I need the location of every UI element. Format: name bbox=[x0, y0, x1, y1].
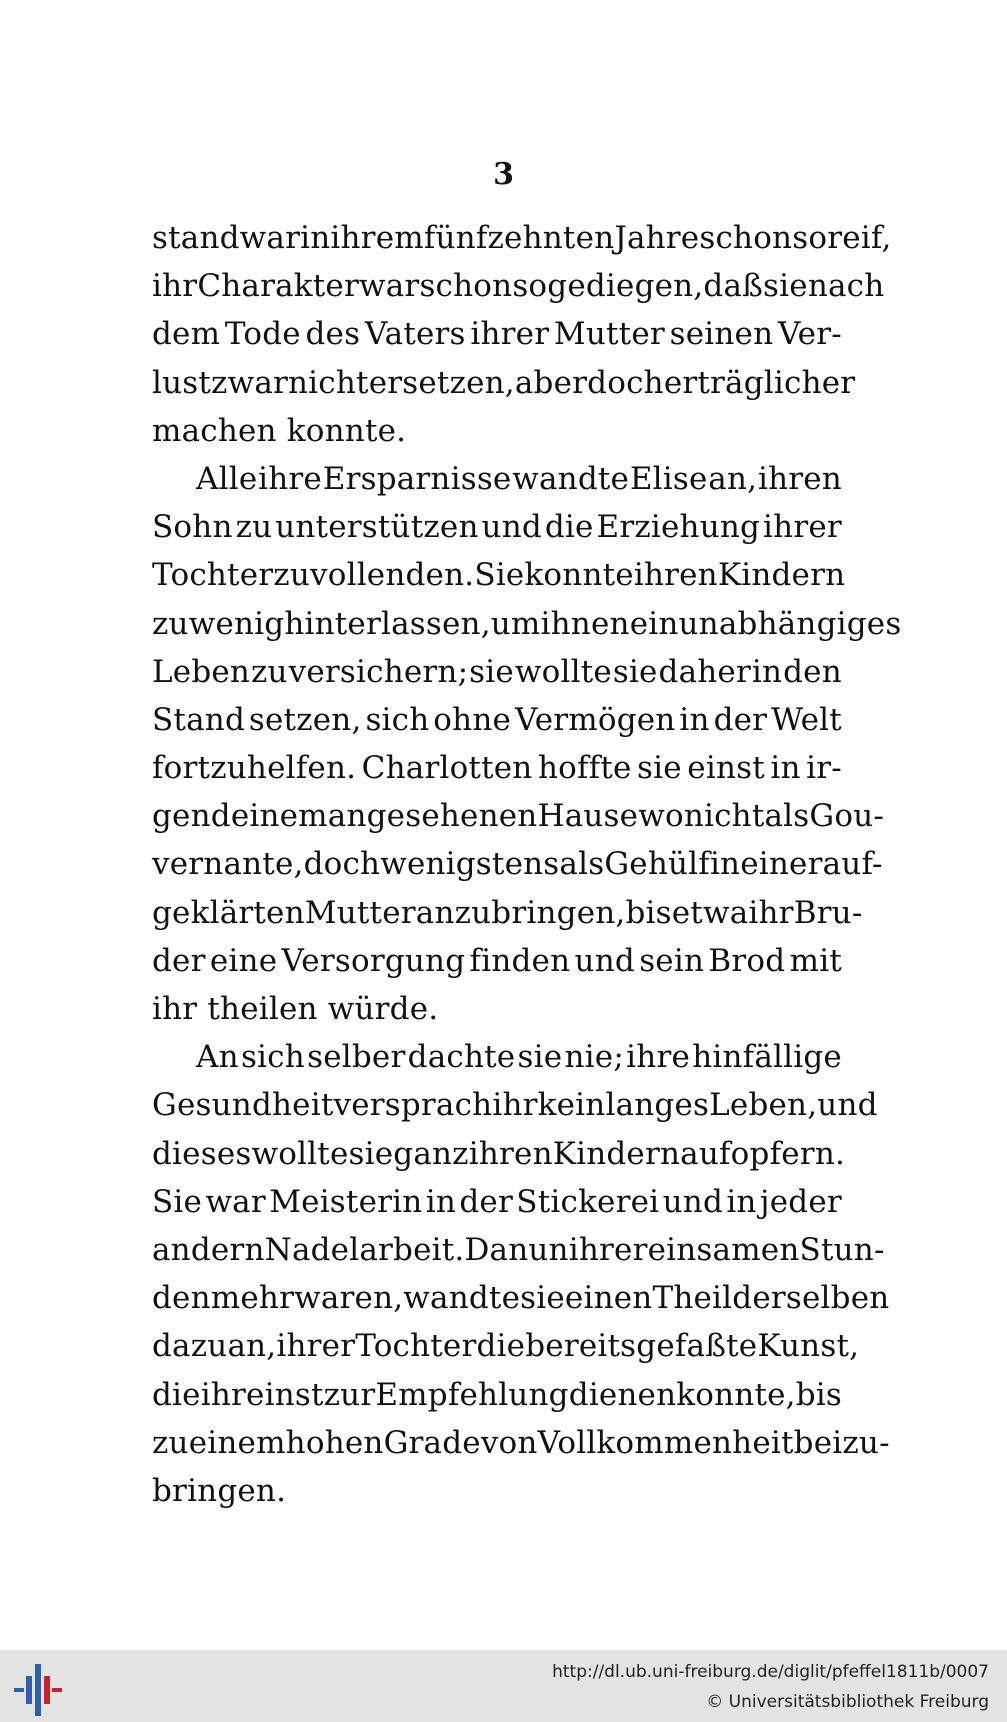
text-line: dieses wollte sie ganz ihren Kindern aufopfern. bbox=[152, 1135, 846, 1172]
text-line: ihr theilen würde. bbox=[152, 991, 439, 1027]
text-line: An sich selber dachte sie nie; ihre hinfällige bbox=[196, 1039, 842, 1076]
text-line: machen konnte. bbox=[152, 412, 407, 449]
text-line: bringen. bbox=[152, 1472, 287, 1509]
text-line: geklärten Mutter anzubringen, bis etwa ihr Bru- bbox=[152, 894, 863, 931]
text-line: Sie war Meisterin in der Stickerei und in jeder bbox=[152, 1183, 842, 1220]
text-line: Alle ihre Ersparnisse wandte Elise an, ihren bbox=[196, 460, 842, 497]
text-line: Stand setzen, sich ohne Vermögen in der Welt bbox=[152, 701, 842, 738]
text-line: die ihr einst zur Empfehlung dienen konnte, bis bbox=[152, 1376, 842, 1413]
text-line: andern Nadelarbeit. Da nun ihrer einsamen Stun- bbox=[152, 1231, 885, 1268]
text-line: lust zwar nicht ersetzen, aber doch erträglicher bbox=[152, 364, 856, 401]
text-line: fortzuhelfen. Charlotten hoffte sie einst in ir- bbox=[152, 750, 842, 787]
text-line: stand war in ihrem fünfzehnten Jahre schon so reif, bbox=[152, 220, 892, 256]
page-number: 3 bbox=[493, 157, 514, 192]
viewer-footer bbox=[0, 1650, 1007, 1722]
text-line: der eine Versorgung finden und sein Brod mit bbox=[152, 942, 842, 979]
text-line: dem Tode des Vaters ihrer Mutter seinen Ver- bbox=[152, 316, 842, 353]
copyright-notice: © Universitätsbibliothek Freiburg bbox=[706, 1692, 989, 1712]
permalink-url[interactable]: http://dl.ub.uni-freiburg.de/diglit/pfeffel1811b/0007 bbox=[552, 1662, 989, 1682]
text-line: dazu an, ihrer Tochter die bereits gefaßte Kunst, bbox=[152, 1328, 860, 1365]
text-line: zu einem hohen Grade von Vollkommenheit beizu- bbox=[152, 1424, 890, 1461]
ub-freiburg-logo-icon[interactable] bbox=[12, 1660, 64, 1716]
text-line: Sohn zu unterstützen und die Erziehung ihrer bbox=[152, 509, 842, 546]
text-line: Gesundheit versprach ihr kein langes Leben, und bbox=[152, 1087, 878, 1124]
text-line: den mehr waren, wandte sie einen Theil derselben bbox=[152, 1280, 890, 1317]
text-line: vernante, doch wenigstens als Gehülfin einer auf- bbox=[152, 846, 883, 883]
body-text bbox=[152, 214, 902, 1515]
text-line: Leben zu versichern; sie wollte sie daher in den bbox=[152, 653, 842, 690]
text-line: Tochter zu vollenden. Sie konnte ihren Kindern bbox=[152, 557, 846, 594]
text-line: zu wenig hinterlassen, um ihnen ein unabhängiges bbox=[152, 605, 902, 642]
text-line: ihr Charakter war schon so gediegen, daß sie nach bbox=[152, 268, 885, 305]
text-line: gend einem angesehenen Hause wo nicht als Gou- bbox=[152, 798, 885, 835]
